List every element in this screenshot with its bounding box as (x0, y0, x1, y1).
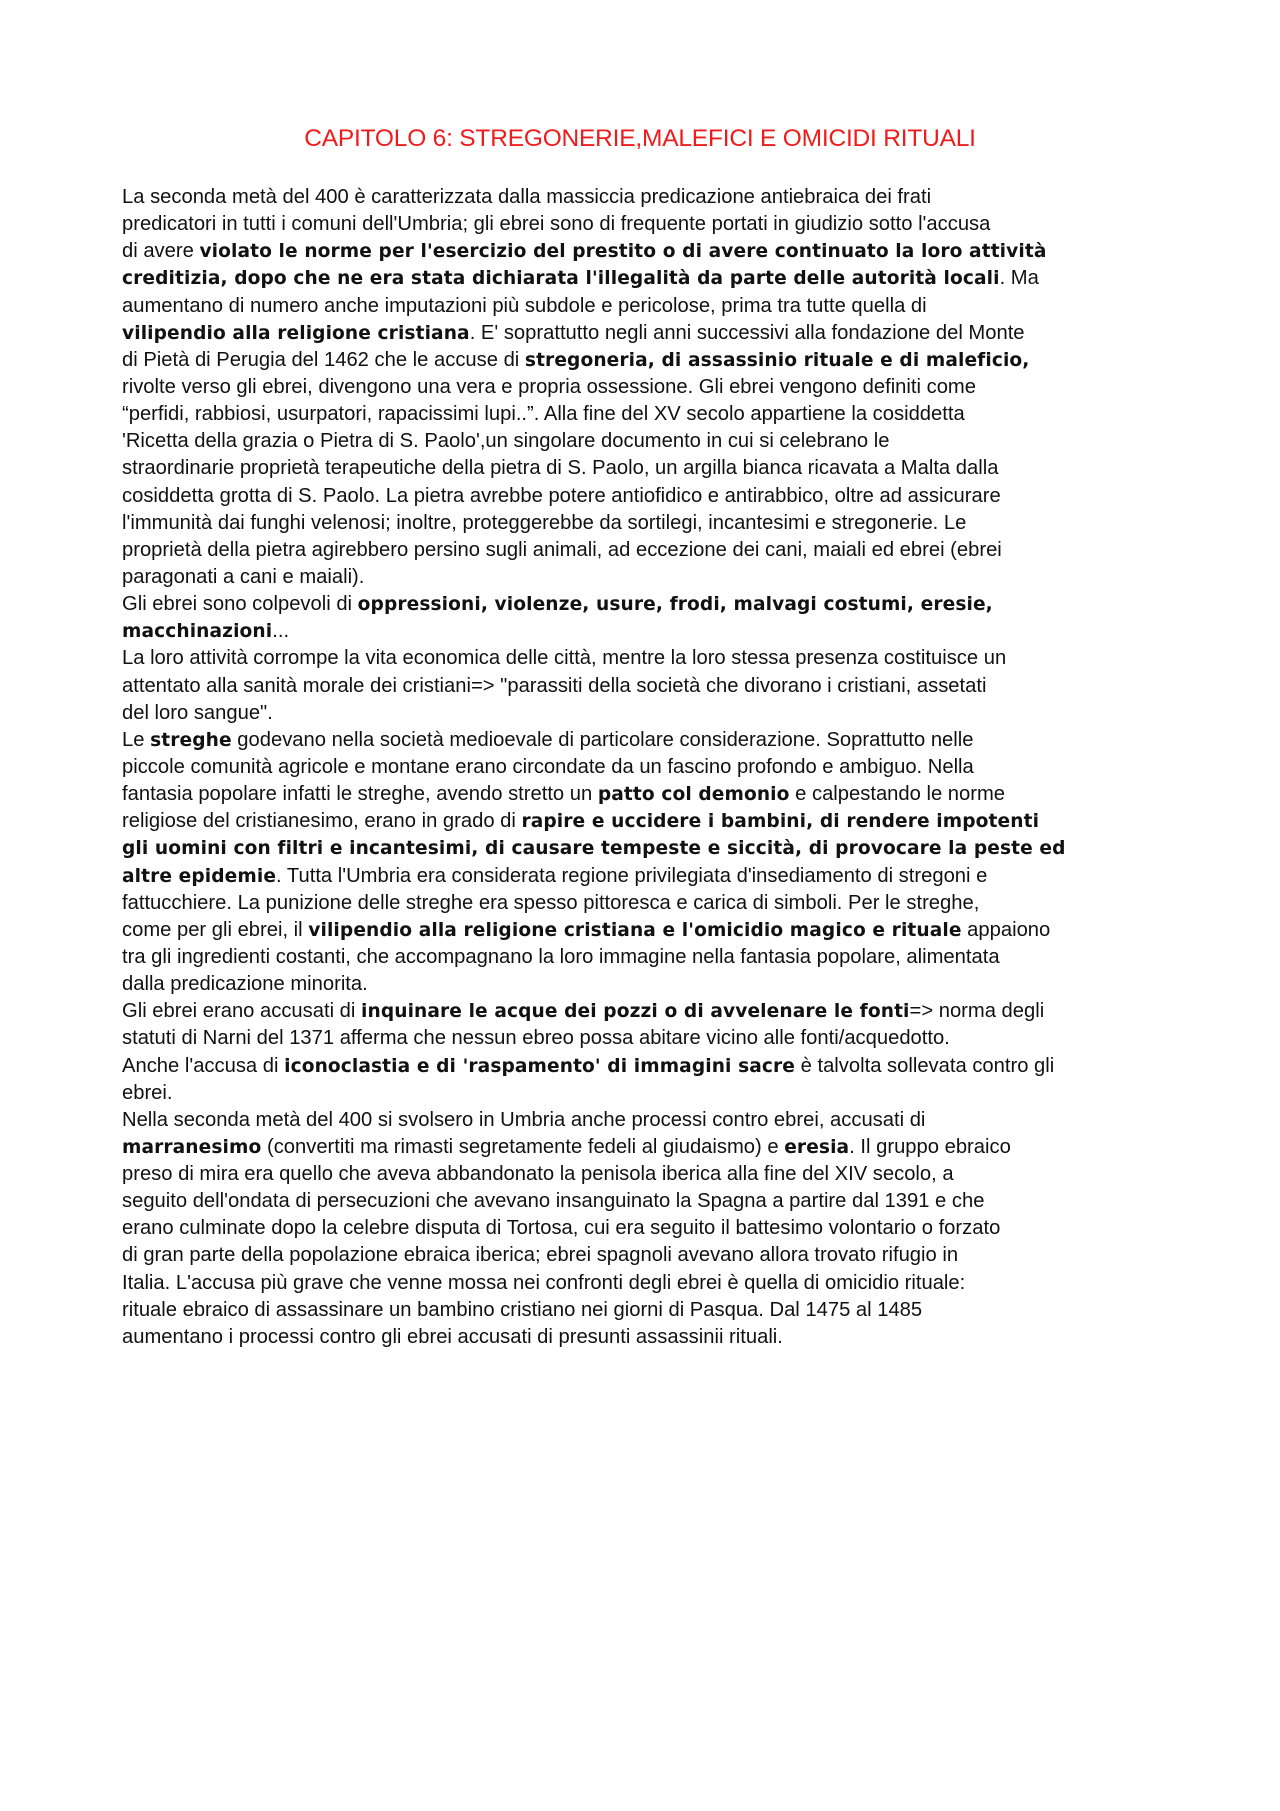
text-run: religiose del cristianesimo, erano in grado di (122, 810, 522, 833)
text-run: proprietà della pietra agirebbero persino sugli animali, ad eccezione dei cani, maiali ed ebrei (ebrei (122, 538, 1002, 561)
text-line (122, 564, 1172, 591)
text-run: “perfidi, rabbiosi, usurpatori, rapacissimi lupi..”. Alla fine del XV secolo appartiene la cosiddetta (122, 403, 965, 426)
text-run: ... (272, 620, 290, 643)
text-run: appaiono (961, 918, 1051, 941)
text-run: statuti di Narni del 1371 afferma che nessun ebreo possa abitare vicino alle fonti/acquedotto. (122, 1027, 950, 1050)
text-line (122, 1297, 1172, 1324)
text-line (122, 727, 1172, 754)
bold-text-run: vilipendio alla religione cristiana (122, 322, 470, 344)
text-line (122, 944, 1172, 971)
text-run: straordinarie proprietà terapeutiche della pietra di S. Paolo, un argilla bianca ricavata a Malta dalla (122, 457, 999, 480)
text-line (122, 1242, 1172, 1269)
text-run: aumentano di numero anche imputazioni più subdole e pericolose, prima tra tutte quella di (122, 294, 927, 317)
text-run: di gran parte della popolazione ebraica iberica; ebrei spagnoli avevano allora trovato rifugio in (122, 1244, 959, 1267)
text-line (122, 510, 1172, 537)
text-run: piccole comunità agricole e montane erano circondate da un fascino profondo e ambiguo. Nella (122, 755, 974, 778)
text-run: . Tutta l'Umbria era considerata regione privilegiata d'insediamento di stregoni e (276, 864, 988, 887)
bold-text-run: streghe (150, 729, 232, 751)
text-line (122, 835, 1172, 862)
text-run: attentato alla sanità morale dei cristiani=> "parassiti della società che divorano i cristiani, assetati (122, 674, 987, 697)
bold-text-run: patto col demonio (597, 784, 790, 806)
chapter-title: CAPITOLO 6: STREGONERIE,MALEFICI E OMICIDI RITUALI (304, 125, 976, 152)
text-run: La seconda metà del 400 è caratterizzata dalla massiccia predicazione antiebraica dei frati (122, 186, 932, 208)
text-run: Gli ebrei erano accusati di (122, 1000, 362, 1023)
text-line (122, 618, 1172, 645)
text-run: l'immunità dai funghi velenosi; inoltre, proteggerebbe da sortilegi, incantesimi e stregonerie. Le (122, 511, 967, 534)
text-run: del loro sangue". (122, 701, 273, 724)
text-run: La loro attività corrompe la vita economica delle città, mentre la loro stessa presenza costituisce un (122, 647, 1007, 670)
text-line (122, 998, 1172, 1025)
text-line (122, 1161, 1172, 1188)
text-line (122, 455, 1172, 482)
text-run: e calpestando le norme (789, 783, 1005, 806)
text-line (122, 673, 1172, 700)
bold-text-run: inquinare le acque dei pozzi o di avvelenare le fonti (361, 1001, 910, 1023)
text-line (122, 971, 1172, 998)
text-run: preso di mira era quello che aveva abbandonato la penisola iberica alla fine del XIV secolo, a (122, 1163, 954, 1186)
text-run: godevano nella società medioevale di particolare considerazione. Soprattutto nelle (231, 728, 974, 751)
text-run: Italia. L'accusa più grave che venne mossa nei confronti degli ebrei è quella di omicidio rituale: (122, 1271, 966, 1294)
text-line (122, 890, 1172, 917)
text-run: Le (122, 728, 151, 751)
text-run: predicatori in tutti i comuni dell'Umbria; gli ebrei sono di frequente portati in giudizio sotto l'accusa (122, 213, 991, 236)
text-line (122, 184, 1172, 211)
text-line (122, 1053, 1172, 1080)
bold-text-run: oppressioni, violenze, usure, frodi, malvagi costumi, eresie, (357, 594, 993, 616)
bold-text-run: vilipendio alla religione cristiana e l'omicidio magico e rituale (308, 919, 962, 941)
text-line (122, 863, 1172, 890)
text-run: . Ma (999, 267, 1039, 290)
bold-text-run: marranesimo (122, 1136, 262, 1158)
text-line (122, 265, 1172, 292)
text-line (122, 374, 1172, 401)
text-run: erano culminate dopo la celebre disputa di Tortosa, cui era seguito il battesimo volontario o forzato (122, 1217, 1001, 1240)
text-run: (convertiti ma rimasti segretamente fedeli al giudaismo) e (261, 1135, 785, 1158)
text-run: Nella seconda metà del 400 si svolsero in Umbria anche processi contro ebrei, accusati di (122, 1108, 926, 1131)
text-line (122, 1215, 1172, 1242)
text-line (122, 781, 1172, 808)
text-line (122, 754, 1172, 781)
text-line (122, 428, 1172, 455)
text-run: come per gli ebrei, il (122, 918, 309, 941)
text-run: rituale ebraico di assassinare un bambino cristiano nei giorni di Pasqua. Dal 1475 al 1485 (122, 1298, 923, 1321)
text-line (122, 1134, 1172, 1161)
text-run: cosiddetta grotta di S. Paolo. La pietra avrebbe potere antiofidico e antirabbico, oltre ad assicurare (122, 484, 1001, 507)
text-line (122, 645, 1172, 672)
text-line (122, 1107, 1172, 1134)
text-run: aumentano i processi contro gli ebrei accusati di presunti assassinii rituali. (122, 1325, 783, 1348)
text-run: seguito dell'ondata di persecuzioni che avevano insanguinato la Spagna a partire dal 1391 e che (122, 1190, 985, 1213)
text-line (122, 293, 1172, 320)
chapter-body (122, 184, 1172, 1351)
text-line (122, 1324, 1172, 1351)
text-run: fantasia popolare infatti le streghe, avendo stretto un (122, 783, 598, 806)
bold-text-run: violato le norme per l'esercizio del prestito o di avere continuato la loro attività (199, 241, 1047, 263)
text-line (122, 700, 1172, 727)
text-line (122, 211, 1172, 238)
text-line (122, 1025, 1172, 1052)
text-line (122, 1188, 1172, 1215)
text-run: tra gli ingredienti costanti, che accompagnano la loro immagine nella fantasia popolare, alimentata (122, 945, 1000, 968)
text-run: rivolte verso gli ebrei, divengono una vera e propria ossessione. Gli ebrei vengono definiti come (122, 375, 976, 398)
text-line (122, 401, 1172, 428)
text-line (122, 483, 1172, 510)
text-run: . Il gruppo ebraico (849, 1135, 1011, 1158)
text-line (122, 347, 1172, 374)
text-run: ebrei. (122, 1081, 173, 1104)
bold-text-run: gli uomini con filtri e incantesimi, di causare tempeste e siccità, di provocare la peste ed (122, 838, 1066, 860)
bold-text-run: stregoneria, di assassinio rituale e di maleficio, (524, 349, 1030, 371)
text-line (122, 1270, 1172, 1297)
text-run: Anche l'accusa di (122, 1054, 285, 1077)
text-line (122, 537, 1172, 564)
text-run: fattucchiere. La punizione delle streghe era spesso pittoresca e carica di simboli. Per le streghe, (122, 891, 980, 914)
text-run: dalla predicazione minorita. (122, 973, 368, 996)
text-line (122, 238, 1172, 265)
text-line (122, 917, 1172, 944)
text-line (122, 1080, 1172, 1107)
bold-text-run: rapire e uccidere i bambini, di rendere impotenti (521, 811, 1040, 833)
text-line (122, 591, 1172, 618)
bold-text-run: eresia (784, 1136, 850, 1158)
bold-text-run: creditizia, dopo che ne era stata dichiarata l'illegalità da parte delle autorità locali (122, 268, 1000, 290)
text-run: è talvolta sollevata contro gli (795, 1054, 1055, 1077)
bold-text-run: altre epidemie (122, 865, 277, 887)
text-line (122, 320, 1172, 347)
text-run: di avere (122, 240, 200, 263)
text-run: paragonati a cani e maiali). (122, 565, 365, 588)
text-run: => norma degli (909, 1000, 1045, 1023)
text-run: Gli ebrei sono colpevoli di (122, 593, 358, 616)
text-line (122, 808, 1172, 835)
bold-text-run: macchinazioni (122, 621, 273, 643)
text-run: 'Ricetta della grazia o Pietra di S. Paolo',un singolare documento in cui si celebrano le (122, 430, 890, 453)
bold-text-run: iconoclastia e di 'raspamento' di immagini sacre (284, 1055, 796, 1077)
text-run: di Pietà di Perugia del 1462 che le accuse di (122, 348, 525, 371)
text-run: . E' soprattutto negli anni successivi alla fondazione del Monte (469, 321, 1025, 344)
